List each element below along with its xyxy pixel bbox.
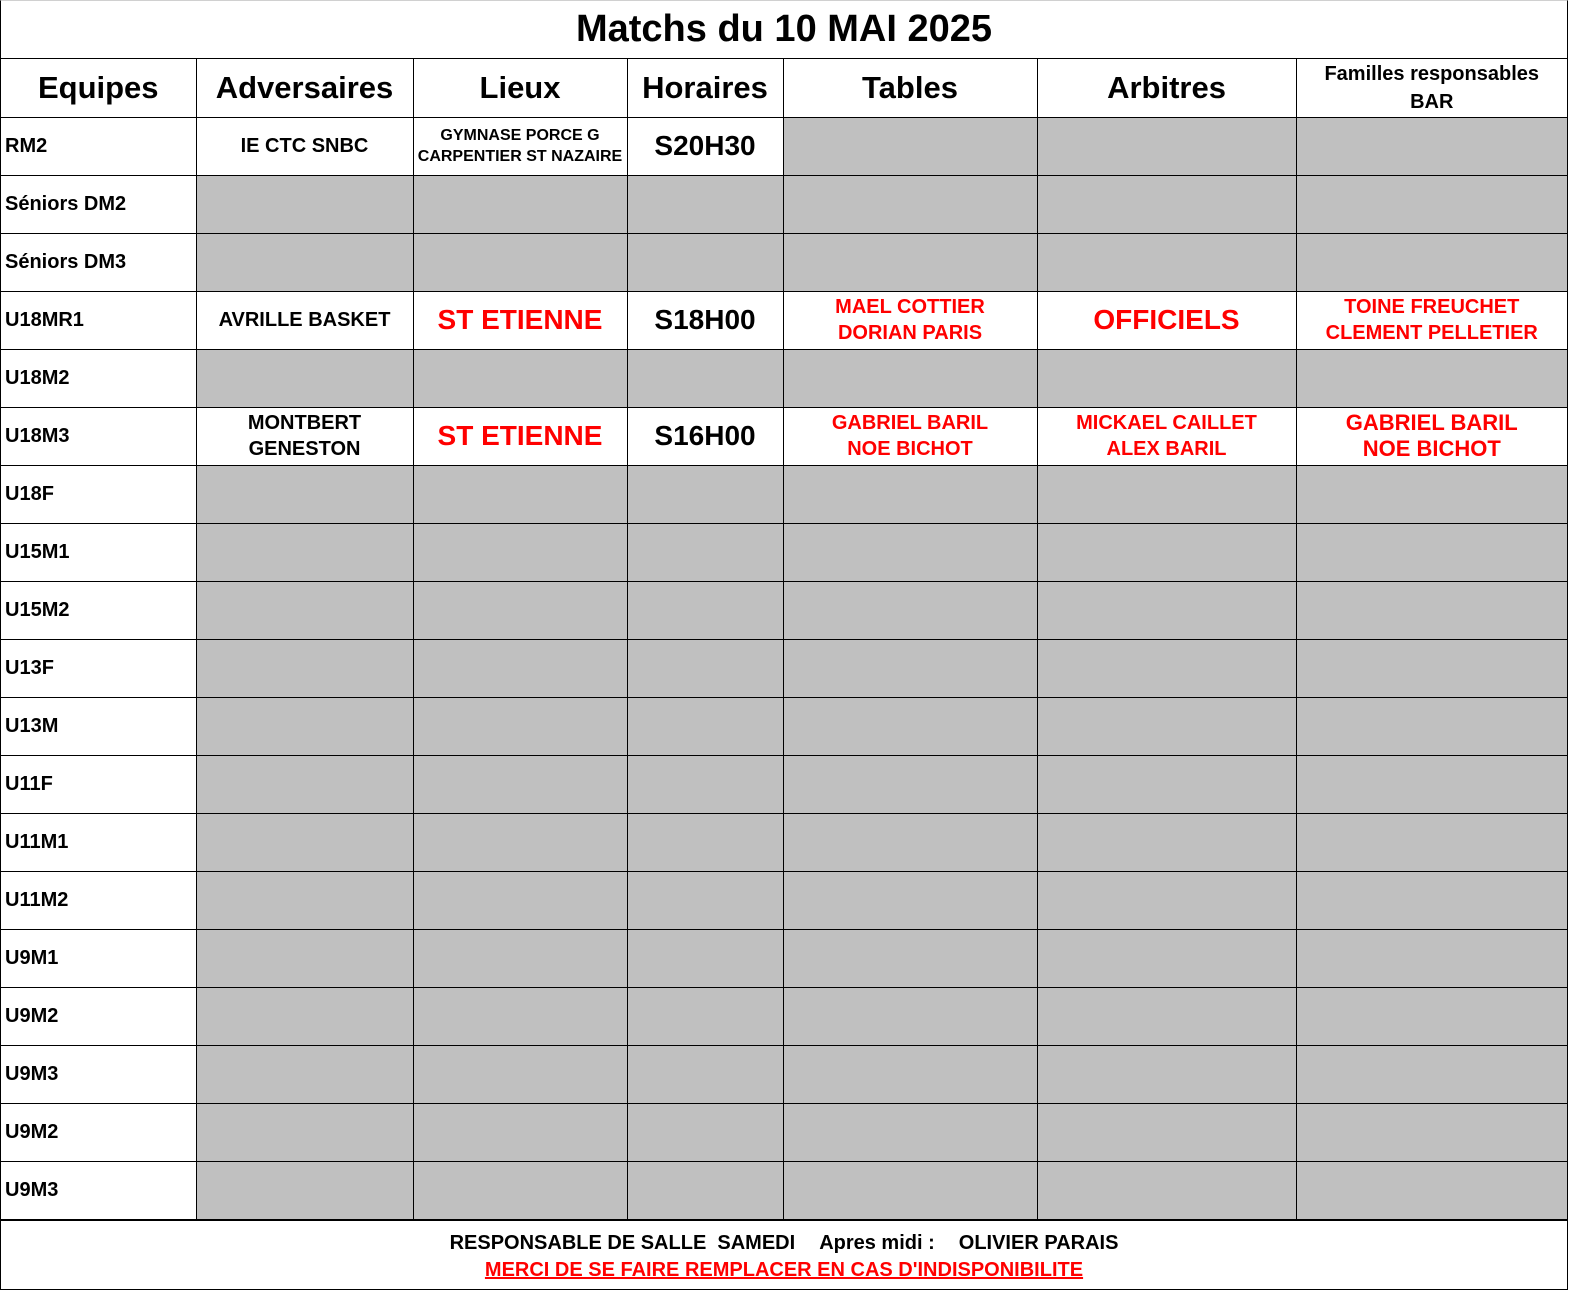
- arbitres-cell: [1037, 1161, 1296, 1219]
- adversaire-cell: [196, 581, 413, 639]
- bar-cell: [1296, 813, 1567, 871]
- lieu-cell: [413, 871, 627, 929]
- arbitres-cell: [1037, 175, 1296, 233]
- lieu-cell: [413, 697, 627, 755]
- horaire-cell: [627, 871, 783, 929]
- lieu-cell: [413, 755, 627, 813]
- arbitres-line2: ALEX BARIL: [1106, 438, 1227, 460]
- arbitres-line1: MICKAEL CAILLET: [1076, 412, 1257, 434]
- arbitres-cell: [1037, 871, 1296, 929]
- bar-cell: [1296, 349, 1567, 407]
- table-row: [1, 987, 1567, 1045]
- table-row: [1, 697, 1567, 755]
- team-cell: Séniors DM2: [1, 175, 196, 233]
- lieu-cell: [413, 117, 627, 175]
- horaire-cell: S18H00: [627, 291, 783, 349]
- team-cell: U18M3: [1, 407, 196, 465]
- horaire-cell: [627, 1161, 783, 1219]
- team-cell: U18MR1: [1, 291, 196, 349]
- arbitres-cell: [1037, 813, 1296, 871]
- horaire-cell: [627, 349, 783, 407]
- bar-cell: [1296, 639, 1567, 697]
- adversaire-cell: [196, 349, 413, 407]
- lieu-cell: [413, 465, 627, 523]
- table-row: [1, 1161, 1567, 1219]
- header-arbitres: Arbitres: [1037, 59, 1296, 117]
- tables-cell: [783, 523, 1037, 581]
- lieu-cell: [413, 523, 627, 581]
- adversaire-cell: [196, 1161, 413, 1219]
- adversaire-cell: [196, 871, 413, 929]
- bar-line2: NOE BICHOT: [1362, 436, 1501, 461]
- footer-period-label: Apres midi :: [819, 1232, 935, 1254]
- table-row: [1, 1103, 1567, 1161]
- header-horaires: Horaires: [627, 59, 783, 117]
- lieu-cell: [413, 233, 627, 291]
- tables-cell: [783, 755, 1037, 813]
- adversaire-cell: [196, 175, 413, 233]
- lieu-line1: GYMNASE PORCE G: [440, 127, 600, 144]
- adversaire-cell: [196, 523, 413, 581]
- arbitres-cell: [1037, 697, 1296, 755]
- lieu-cell: ST ETIENNE: [413, 407, 627, 465]
- arbitres-cell: [1037, 1045, 1296, 1103]
- bar-cell: [1296, 1103, 1567, 1161]
- adversaire-cell: [196, 407, 413, 465]
- bar-cell: [1296, 581, 1567, 639]
- tables-line2: NOE BICHOT: [847, 438, 973, 460]
- lieu-cell: [413, 929, 627, 987]
- arbitres-cell: [1037, 929, 1296, 987]
- bar-cell: [1296, 755, 1567, 813]
- adversaire-cell: [196, 1045, 413, 1103]
- table-row: [1, 175, 1567, 233]
- tables-cell: [783, 697, 1037, 755]
- tables-cell: [783, 233, 1037, 291]
- tables-cell: [783, 1103, 1037, 1161]
- lieu-cell: [413, 813, 627, 871]
- lieu-cell: [413, 987, 627, 1045]
- table-row: [1, 639, 1567, 697]
- tables-cell: [783, 813, 1037, 871]
- horaire-cell: [627, 233, 783, 291]
- arbitres-cell: OFFICIELS: [1037, 291, 1296, 349]
- table-row: [1, 349, 1567, 407]
- team-cell: Séniors DM3: [1, 233, 196, 291]
- lieu-cell: [413, 1103, 627, 1161]
- lieu-line2: CARPENTIER ST NAZAIRE: [417, 148, 623, 165]
- tables-cell: [783, 117, 1037, 175]
- bar-line1: GABRIEL BARIL: [1345, 410, 1518, 435]
- header-familles-line2: BAR: [1410, 90, 1454, 113]
- arbitres-cell: [1037, 349, 1296, 407]
- bar-cell: [1296, 1161, 1567, 1219]
- adversaire-cell: [196, 639, 413, 697]
- horaire-cell: [627, 581, 783, 639]
- horaire-cell: [627, 755, 783, 813]
- adversaire-cell: [196, 1103, 413, 1161]
- adversaire-cell: [196, 465, 413, 523]
- schedule-table: [1, 59, 1567, 1220]
- bar-cell: [1296, 465, 1567, 523]
- arbitres-cell: [1037, 117, 1296, 175]
- adversaire-cell: [196, 233, 413, 291]
- table-row: [1, 1045, 1567, 1103]
- footer-responsable-line: [450, 1232, 1119, 1255]
- team-cell: U11F: [1, 755, 196, 813]
- tables-line1: MAEL COTTIER: [835, 296, 985, 318]
- lieu-cell: ST ETIENNE: [413, 291, 627, 349]
- adversaire-cell: [196, 697, 413, 755]
- table-row: [1, 581, 1567, 639]
- bar-line1: TOINE FREUCHET: [1344, 296, 1520, 318]
- footer: [1, 1220, 1567, 1294]
- table-row: [1, 755, 1567, 813]
- adversaire-cell: [196, 755, 413, 813]
- adversaire-line2: GENESTON: [248, 438, 361, 460]
- adversaire-cell: AVRILLE BASKET: [196, 291, 413, 349]
- footer-notice: MERCI DE SE FAIRE REMPLACER EN CAS D'INDISPONIBILITE: [484, 1259, 1084, 1281]
- team-cell: U15M1: [1, 523, 196, 581]
- adversaire-cell: [196, 987, 413, 1045]
- header-tables: Tables: [783, 59, 1037, 117]
- header-familles-bar: [1296, 59, 1567, 117]
- team-cell: U15M2: [1, 581, 196, 639]
- team-cell: U13M: [1, 697, 196, 755]
- bar-cell: [1296, 407, 1567, 465]
- adversaire-cell: [196, 929, 413, 987]
- team-cell: U13F: [1, 639, 196, 697]
- table-row: [1, 813, 1567, 871]
- arbitres-cell: [1037, 987, 1296, 1045]
- adversaire-cell: IE CTC SNBC: [196, 117, 413, 175]
- horaire-cell: [627, 1045, 783, 1103]
- adversaire-line1: MONTBERT: [247, 412, 362, 434]
- horaire-cell: [627, 929, 783, 987]
- horaire-cell: [627, 813, 783, 871]
- horaire-cell: [627, 523, 783, 581]
- horaire-cell: [627, 987, 783, 1045]
- arbitres-cell: [1037, 581, 1296, 639]
- arbitres-cell: [1037, 1103, 1296, 1161]
- header-familles-line1: Familles responsables: [1324, 62, 1540, 85]
- horaire-cell: [627, 697, 783, 755]
- header-adversaires: Adversaires: [196, 59, 413, 117]
- arbitres-cell: [1037, 523, 1296, 581]
- arbitres-cell: [1037, 407, 1296, 465]
- team-cell: U9M1: [1, 929, 196, 987]
- team-cell: U18M2: [1, 349, 196, 407]
- table-row: [1, 233, 1567, 291]
- tables-cell: [783, 291, 1037, 349]
- lieu-cell: [413, 1045, 627, 1103]
- bar-cell: [1296, 929, 1567, 987]
- table-row: [1, 465, 1567, 523]
- horaire-cell: [627, 465, 783, 523]
- bar-line2: CLEMENT PELLETIER: [1325, 322, 1538, 344]
- horaire-cell: S16H00: [627, 407, 783, 465]
- lieu-cell: [413, 581, 627, 639]
- bar-cell: [1296, 1045, 1567, 1103]
- header-equipes: Equipes: [1, 59, 196, 117]
- sheet-title: Matchs du 10 MAI 2025: [575, 8, 993, 50]
- tables-cell: [783, 465, 1037, 523]
- lieu-cell: [413, 349, 627, 407]
- adversaire-cell: [196, 813, 413, 871]
- tables-cell: [783, 871, 1037, 929]
- tables-line1: GABRIEL BARIL: [831, 412, 989, 434]
- arbitres-cell: [1037, 639, 1296, 697]
- table-row: [1, 291, 1567, 349]
- table-row: [1, 117, 1567, 175]
- arbitres-cell: [1037, 465, 1296, 523]
- team-cell: U11M2: [1, 871, 196, 929]
- tables-cell: [783, 175, 1037, 233]
- bar-cell: [1296, 987, 1567, 1045]
- footer-responsable-label: RESPONSABLE DE SALLE SAMEDI: [449, 1232, 796, 1254]
- table-row: [1, 523, 1567, 581]
- header-lieux: Lieux: [413, 59, 627, 117]
- bar-cell: [1296, 175, 1567, 233]
- team-cell: U11M1: [1, 813, 196, 871]
- team-cell: RM2: [1, 117, 196, 175]
- horaire-cell: S20H30: [627, 117, 783, 175]
- team-cell: U9M2: [1, 987, 196, 1045]
- tables-cell: [783, 1161, 1037, 1219]
- tables-cell: [783, 929, 1037, 987]
- horaire-cell: [627, 639, 783, 697]
- horaire-cell: [627, 175, 783, 233]
- team-cell: U9M3: [1, 1161, 196, 1219]
- tables-cell: [783, 987, 1037, 1045]
- tables-cell: [783, 1045, 1037, 1103]
- bar-cell: [1296, 291, 1567, 349]
- bar-cell: [1296, 697, 1567, 755]
- team-cell: U9M2: [1, 1103, 196, 1161]
- tables-cell: [783, 407, 1037, 465]
- tables-cell: [783, 639, 1037, 697]
- team-cell: U18F: [1, 465, 196, 523]
- arbitres-cell: [1037, 755, 1296, 813]
- table-row: [1, 929, 1567, 987]
- lieu-cell: [413, 1161, 627, 1219]
- tables-cell: [783, 349, 1037, 407]
- lieu-cell: [413, 639, 627, 697]
- bar-cell: [1296, 871, 1567, 929]
- tables-line2: DORIAN PARIS: [837, 322, 983, 344]
- tables-cell: [783, 581, 1037, 639]
- table-row: [1, 871, 1567, 929]
- horaire-cell: [627, 1103, 783, 1161]
- table-row: [1, 407, 1567, 465]
- header-row: [1, 59, 1567, 117]
- lieu-cell: [413, 175, 627, 233]
- arbitres-cell: [1037, 233, 1296, 291]
- footer-responsable-name: OLIVIER PARAIS: [958, 1232, 1119, 1254]
- title-row: [1, 1, 1567, 59]
- team-cell: U9M3: [1, 1045, 196, 1103]
- bar-cell: [1296, 117, 1567, 175]
- bar-cell: [1296, 233, 1567, 291]
- bar-cell: [1296, 523, 1567, 581]
